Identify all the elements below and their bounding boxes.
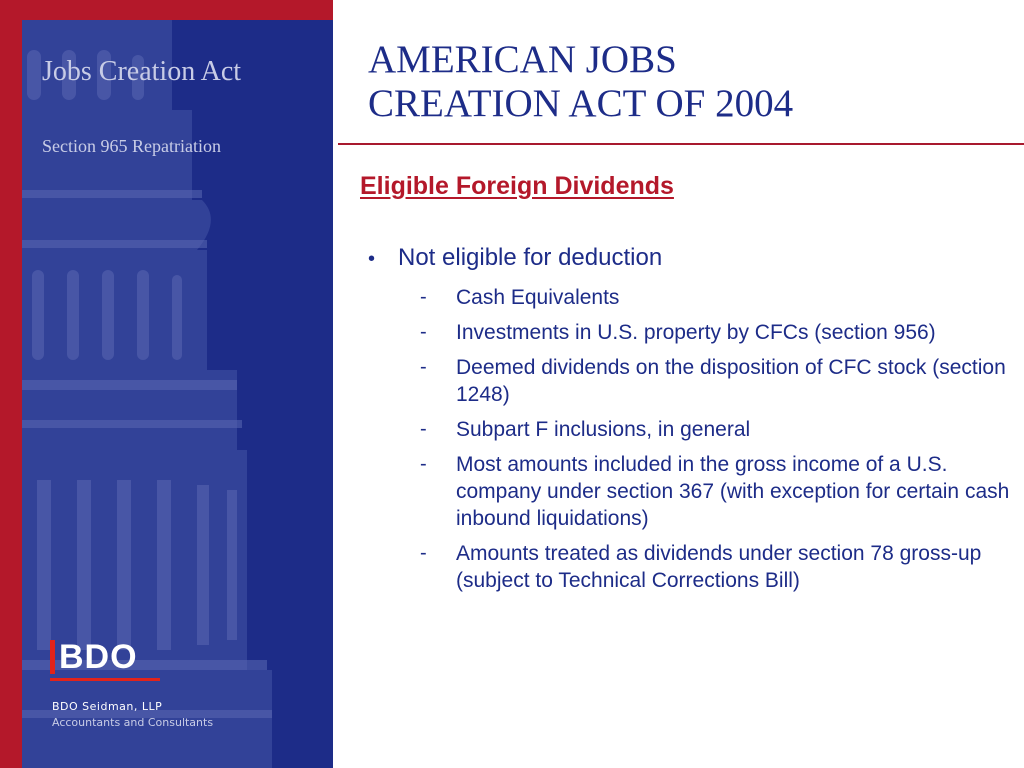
- title-divider: [338, 143, 1024, 145]
- logo-bar-icon: [50, 640, 55, 674]
- list-item-text: Most amounts included in the gross income of a U.S. company under section 367 (with exception for certain cash inbound liquidations): [456, 453, 1010, 530]
- list-item: [420, 451, 1010, 532]
- dash-icon: -: [420, 321, 427, 343]
- bdo-logo: [50, 638, 138, 676]
- sub-bullet-list: [420, 284, 1010, 602]
- dash-icon: -: [420, 356, 427, 378]
- logo-text: BDO: [59, 638, 138, 676]
- dash-icon: -: [420, 418, 427, 440]
- dash-icon: -: [420, 286, 427, 308]
- left-red-border: [0, 0, 22, 768]
- section-heading: Eligible Foreign Dividends: [360, 172, 674, 200]
- top-red-border: [0, 0, 333, 20]
- list-item: [420, 540, 1010, 594]
- list-item-text: Amounts treated as dividends under section 78 gross-up (subject to Technical Corrections Bill): [456, 542, 982, 592]
- slide-title-line1: AMERICAN JOBS: [368, 38, 677, 81]
- dash-icon: -: [420, 542, 427, 564]
- list-item-text: Investments in U.S. property by CFCs (section 956): [456, 321, 936, 344]
- main-bullet-text: Not eligible for deduction: [398, 244, 663, 271]
- company-tagline: Accountants and Consultants: [52, 716, 214, 729]
- list-item: [420, 354, 1010, 408]
- list-item: [420, 416, 1010, 443]
- slide-title-line2: CREATION ACT OF 2004: [368, 82, 794, 125]
- sidebar-subtitle: Section 965 Repatriation: [42, 136, 221, 156]
- main-bullet: [368, 244, 662, 272]
- company-name: BDO Seidman, LLP: [52, 700, 163, 713]
- sidebar-panel: [22, 20, 333, 768]
- bullet-icon: •: [368, 248, 376, 270]
- list-item-text: Subpart F inclusions, in general: [456, 418, 751, 441]
- list-item: [420, 319, 1010, 346]
- dash-icon: -: [420, 453, 427, 475]
- list-item-text: Deemed dividends on the disposition of CFC stock (section 1248): [456, 356, 1006, 406]
- slide-title: [368, 38, 988, 126]
- sidebar-title: Jobs Creation Act: [42, 56, 242, 87]
- list-item: [420, 284, 1010, 311]
- list-item-text: Cash Equivalents: [456, 286, 620, 309]
- logo-underline: [50, 678, 160, 681]
